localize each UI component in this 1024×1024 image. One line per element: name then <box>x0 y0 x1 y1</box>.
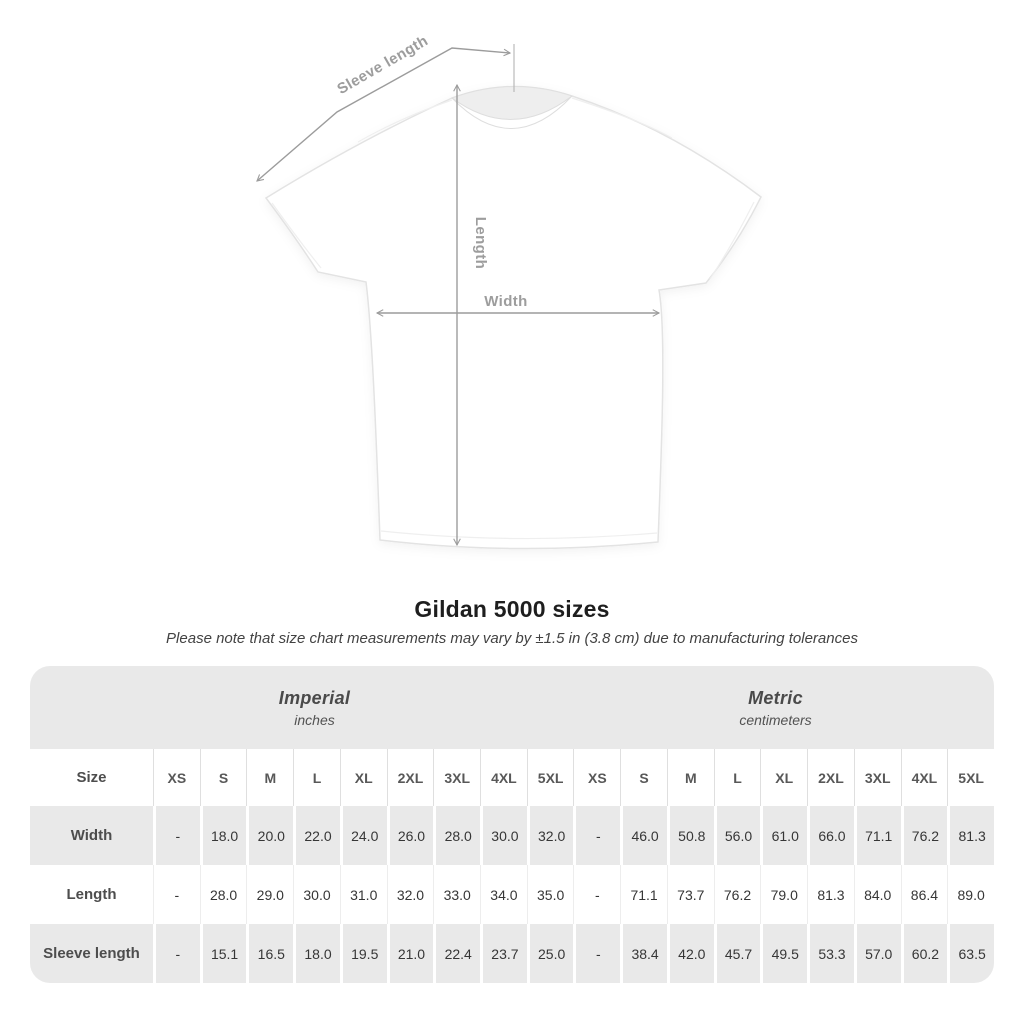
value-sleeve-length-metric-4xl: 60.2 <box>901 924 948 983</box>
tolerance-note: Please note that size chart measurements may vary by ±1.5 in (3.8 cm) due to manufacturing tolerances <box>166 630 858 647</box>
length-dimension-label: Length <box>472 216 489 270</box>
tshirt-body <box>266 86 761 548</box>
col-header-metric-4xl: 4XL <box>901 749 948 806</box>
col-header-metric-5xl: 5XL <box>947 749 994 806</box>
value-width-metric-m: 50.8 <box>667 806 714 865</box>
row-label-length: Length <box>66 886 117 903</box>
value-sleeve-length-imperial-s: 15.1 <box>200 924 247 983</box>
col-header-metric-3xl: 3XL <box>854 749 901 806</box>
page-title: Gildan 5000 sizes <box>414 596 610 622</box>
value-width-imperial-s: 18.0 <box>200 806 247 865</box>
col-header-imperial-5xl: 5XL <box>527 749 574 806</box>
value-sleeve-length-imperial-3xl: 22.4 <box>433 924 480 983</box>
value-width-imperial-4xl: 30.0 <box>480 806 527 865</box>
size-table <box>30 666 994 983</box>
col-header-imperial-4xl: 4XL <box>480 749 527 806</box>
sleeve-length-dimension-label: Sleeve length <box>334 32 432 98</box>
value-sleeve-length-metric-l: 45.7 <box>714 924 761 983</box>
size-header-row <box>30 749 994 806</box>
value-sleeve-length-imperial-4xl: 23.7 <box>480 924 527 983</box>
imperial-unit-header <box>30 666 573 749</box>
value-length-metric-xs: - <box>573 865 620 924</box>
value-width-metric-3xl: 71.1 <box>854 806 901 865</box>
table-row-sleeve-length <box>30 924 994 983</box>
value-length-imperial-xs: - <box>153 865 200 924</box>
value-length-metric-m: 73.7 <box>667 865 714 924</box>
value-sleeve-length-metric-m: 42.0 <box>667 924 714 983</box>
width-dimension-label: Width <box>484 293 528 310</box>
value-sleeve-length-metric-s: 38.4 <box>620 924 667 983</box>
metric-unit-label: centimeters <box>739 711 812 728</box>
value-width-metric-xl: 61.0 <box>760 806 807 865</box>
value-length-imperial-xl: 31.0 <box>340 865 387 924</box>
tshirt-illustration <box>266 86 761 548</box>
value-length-imperial-5xl: 35.0 <box>527 865 574 924</box>
col-header-imperial-2xl: 2XL <box>387 749 434 806</box>
value-width-metric-4xl: 76.2 <box>901 806 948 865</box>
value-width-imperial-xs: - <box>153 806 200 865</box>
value-length-imperial-4xl: 34.0 <box>480 865 527 924</box>
col-header-metric-xl: XL <box>760 749 807 806</box>
imperial-label: Imperial <box>278 687 351 708</box>
value-width-imperial-3xl: 28.0 <box>433 806 480 865</box>
value-width-imperial-l: 22.0 <box>293 806 340 865</box>
size-column-header: Size <box>76 769 107 786</box>
value-sleeve-length-imperial-5xl: 25.0 <box>527 924 574 983</box>
value-sleeve-length-imperial-xl: 19.5 <box>340 924 387 983</box>
value-length-metric-s: 71.1 <box>620 865 667 924</box>
value-length-imperial-s: 28.0 <box>200 865 247 924</box>
value-length-metric-2xl: 81.3 <box>807 865 854 924</box>
col-header-metric-m: M <box>667 749 714 806</box>
metric-unit-header <box>573 666 994 749</box>
value-length-imperial-2xl: 32.0 <box>387 865 434 924</box>
imperial-unit-label: inches <box>294 711 335 728</box>
value-width-metric-s: 46.0 <box>620 806 667 865</box>
row-label-width: Width <box>30 806 153 865</box>
col-header-imperial-3xl: 3XL <box>433 749 480 806</box>
size-table-rows <box>30 749 994 983</box>
col-header-imperial-xs: XS <box>153 749 200 806</box>
value-sleeve-length-metric-xl: 49.5 <box>760 924 807 983</box>
value-width-imperial-5xl: 32.0 <box>527 806 574 865</box>
unit-band <box>30 666 994 749</box>
value-length-metric-4xl: 86.4 <box>901 865 948 924</box>
value-sleeve-length-metric-2xl: 53.3 <box>807 924 854 983</box>
value-length-imperial-l: 30.0 <box>293 865 340 924</box>
table-row-length <box>30 865 994 924</box>
col-header-metric-s: S <box>620 749 667 806</box>
value-width-metric-l: 56.0 <box>714 806 761 865</box>
value-sleeve-length-imperial-m: 16.5 <box>246 924 293 983</box>
value-width-imperial-xl: 24.0 <box>340 806 387 865</box>
col-header-imperial-m: M <box>246 749 293 806</box>
value-width-imperial-m: 20.0 <box>246 806 293 865</box>
value-width-metric-xs: - <box>573 806 620 865</box>
value-length-imperial-3xl: 33.0 <box>433 865 480 924</box>
value-width-metric-5xl: 81.3 <box>947 806 994 865</box>
value-length-metric-3xl: 84.0 <box>854 865 901 924</box>
value-sleeve-length-metric-5xl: 63.5 <box>947 924 994 983</box>
col-header-metric-xs: XS <box>573 749 620 806</box>
value-length-metric-5xl: 89.0 <box>947 865 994 924</box>
value-length-metric-l: 76.2 <box>714 865 761 924</box>
value-length-metric-xl: 79.0 <box>760 865 807 924</box>
value-width-metric-2xl: 66.0 <box>807 806 854 865</box>
row-label-sleeve-length: Sleeve length <box>30 924 153 983</box>
col-header-imperial-s: S <box>200 749 247 806</box>
value-sleeve-length-imperial-2xl: 21.0 <box>387 924 434 983</box>
col-header-imperial-xl: XL <box>340 749 387 806</box>
value-sleeve-length-imperial-l: 18.0 <box>293 924 340 983</box>
value-sleeve-length-metric-3xl: 57.0 <box>854 924 901 983</box>
value-length-imperial-m: 29.0 <box>246 865 293 924</box>
metric-label: Metric <box>748 687 803 708</box>
col-header-metric-l: L <box>714 749 761 806</box>
value-sleeve-length-metric-xs: - <box>573 924 620 983</box>
value-width-imperial-2xl: 26.0 <box>387 806 434 865</box>
col-header-metric-2xl: 2XL <box>807 749 854 806</box>
value-sleeve-length-imperial-xs: - <box>153 924 200 983</box>
table-row-width <box>30 806 994 865</box>
col-header-imperial-l: L <box>293 749 340 806</box>
